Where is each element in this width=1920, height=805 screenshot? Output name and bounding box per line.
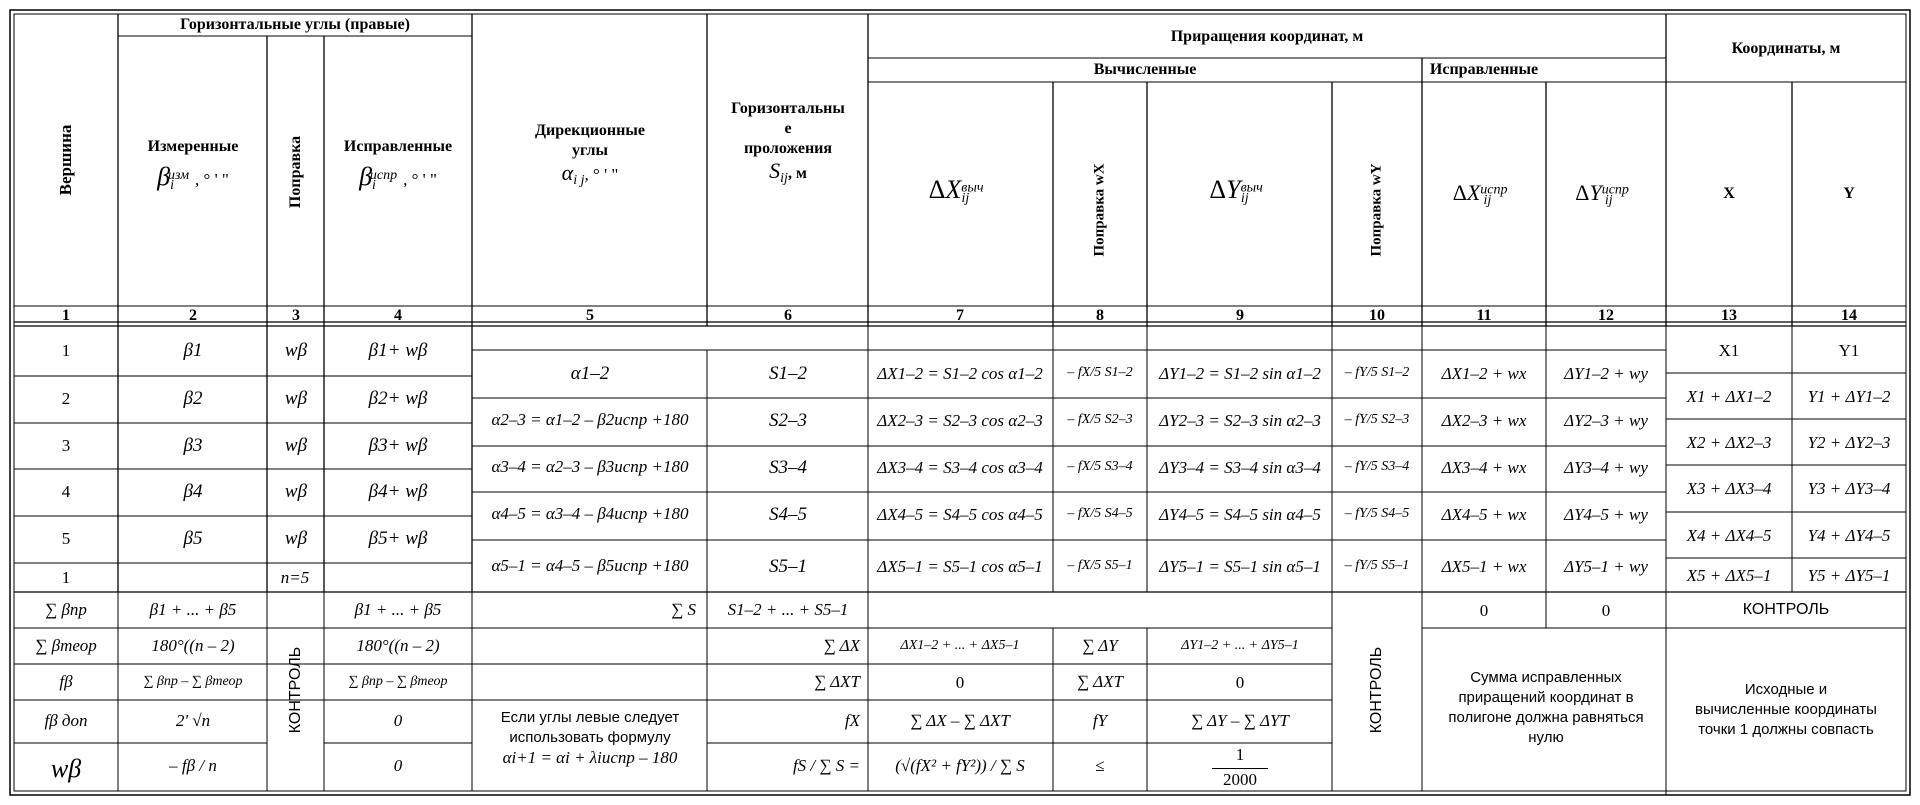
wx-cell: – fX/5 S2–3 (1067, 412, 1133, 427)
col-number: 7 (956, 307, 964, 324)
y-coord-cell: Y4 + ΔY4–5 (1807, 526, 1891, 545)
horiz-dist-symbol: $S_{ij}$, м (769, 158, 807, 187)
dy-computed-cell: ΔY1–2 = S1–2 sin α1–2 (1159, 364, 1321, 383)
sum-beta-teor-value: 180°((n – 2) (151, 636, 235, 655)
measured-header: Измеренные (147, 138, 239, 155)
dx-corrected-cell: ΔX5–1 + wx (1441, 557, 1527, 576)
f-beta-value: ∑ βпр – ∑ βтеор (143, 674, 243, 689)
correction-wx-header: Поправка wX (1091, 163, 1108, 257)
w-beta-cell: wβ (284, 388, 308, 409)
w-beta-cell: wβ (284, 481, 308, 502)
s-cell: S2–3 (769, 410, 807, 431)
f-beta-dop-label: fβ доп (44, 711, 88, 730)
s-cell: S3–4 (769, 457, 807, 478)
dy-computed-cell: ΔY4–5 = S4–5 sin α4–5 (1159, 505, 1321, 524)
beta-measured-cell: β3 (183, 435, 203, 456)
sum-dx-value: ΔX1–2 + ... + ΔX5–1 (900, 638, 1020, 653)
w-beta-cell: wβ (284, 435, 308, 456)
y-coord-cell: Y1 (1838, 341, 1860, 360)
col-number: 14 (1841, 307, 1857, 324)
dx-corrected-cell: ΔX3–4 + wx (1441, 458, 1527, 477)
horiz-dist-header-l2: е (784, 120, 792, 137)
vertex-header: Вершина (56, 124, 75, 196)
fy-label: fY (1092, 711, 1108, 730)
sum-dx-theor-label: ∑ ΔXT (814, 672, 860, 691)
dy-computed-cell: ΔY2–3 = S2–3 sin α2–3 (1159, 411, 1321, 430)
sum-dx-label: ∑ ΔX (823, 636, 860, 655)
corrected-incr-header: Исправленные (1429, 61, 1539, 78)
y-coord-cell: Y1 + ΔY1–2 (1807, 387, 1891, 406)
wx-cell: – fX/5 S1–2 (1067, 365, 1133, 380)
w-beta-value: – fβ / n (169, 756, 217, 775)
sum-s-label: ∑ S (671, 600, 696, 619)
horiz-dist-header-l3: проложения (743, 140, 833, 157)
dx-computed-cell: ΔX5–1 = S5–1 cos α5–1 (877, 557, 1043, 576)
dy-corrected-cell: ΔY4–5 + wy (1564, 505, 1648, 524)
col-number: 4 (394, 307, 402, 324)
correction-wy-header: Поправка wY (1368, 163, 1385, 257)
corrected-angles-header: Исправленные (343, 138, 453, 155)
directional-header-l2: углы (572, 142, 608, 159)
beta-measured-cell: β5 (183, 528, 203, 549)
control-label-coords: КОНТРОЛЬ (1742, 601, 1830, 618)
dx-computed-symbol: $\Delta X^{выч}_{ij}$ (928, 175, 984, 207)
beta-corrected-cell: β2+ wβ (368, 388, 428, 409)
dy-computed-cell: ΔY5–1 = S5–1 sin α5–1 (1159, 557, 1321, 576)
beta-measured-cell: β1 (183, 340, 203, 361)
alpha-cell: α1–2 (570, 363, 610, 384)
beta-corrected-cell: β3+ wβ (368, 435, 428, 456)
sum-dx-theor-value: 0 (955, 673, 965, 692)
wx-cell: – fX/5 S4–5 (1067, 506, 1133, 521)
dx-corrected-cell: ΔX2–3 + wx (1441, 411, 1527, 430)
dy-corrected-cell: ΔY1–2 + wy (1564, 364, 1648, 383)
dy-computed-symbol: $\Delta Y^{выч}_{ij}$ (1209, 175, 1263, 207)
measured-symbol: $\beta_i^{изм}$ , ° ' " (157, 162, 229, 194)
wy-cell: – fY/5 S2–3 (1344, 412, 1410, 427)
vertex-cell: 3 (61, 436, 71, 455)
col-number: 1 (62, 307, 70, 324)
fy-value: ∑ ΔY – ∑ ΔYT (1191, 711, 1289, 730)
y-coord-cell: Y3 + ΔY3–4 (1807, 479, 1891, 498)
x-coord-cell: X4 + ΔX4–5 (1686, 526, 1772, 545)
beta-measured-cell: β4 (183, 481, 203, 502)
col-number: 8 (1096, 307, 1104, 324)
coordinates-header: Координаты, м (1731, 40, 1841, 57)
computed-header: Вычисленные (1093, 61, 1197, 78)
corrected-dx-sum: 0 (1479, 601, 1489, 620)
alpha-cell: α4–5 = α3–4 – β4испр +180 (491, 504, 689, 523)
sum-s-value: S1–2 + ... + S5–1 (727, 600, 849, 619)
corrected-f-dop-value: 0 (393, 711, 403, 730)
directional-symbol: $\alpha_{i j}$, ° ' " (561, 160, 619, 189)
col-number: 6 (784, 307, 792, 324)
corrected-w-value: 0 (393, 756, 403, 775)
sum-beta-pr-label: ∑ βпр (45, 600, 87, 619)
sum-beta-pr-value: β1 + ... + β5 (149, 600, 237, 619)
dx-computed-cell: ΔX2–3 = S2–3 cos α2–3 (877, 411, 1043, 430)
wx-cell: – fX/5 S5–1 (1067, 558, 1133, 573)
vertex-cell: 5 (61, 529, 71, 548)
dy-corrected-symbol: $\Delta Y^{испр}_{ij}$ (1575, 180, 1629, 209)
fs-value: (√(fX² + fY²)) / ∑ S (895, 756, 1025, 775)
control-label: КОНТРОЛЬ (287, 646, 304, 734)
beta-corrected-cell: β5+ wβ (368, 528, 428, 549)
w-beta-cell: wβ (284, 528, 308, 549)
corrected-symbol: $\beta_i^{испр}$ , ° ' " (359, 162, 437, 194)
sum-increments-note: Сумма исправленных приращений координат в полигоне должна равняться нулю (1448, 669, 1644, 746)
y-coord-header: Y (1843, 185, 1855, 202)
wx-cell: – fX/5 S3–4 (1067, 459, 1133, 474)
f-beta-dop-value: 2' √n (175, 711, 211, 730)
y-coord-cell: Y2 + ΔY2–3 (1807, 433, 1891, 452)
horiz-angles-header: Горизонтальные углы (правые) (180, 16, 410, 33)
fraction-numerator: 1 (1235, 745, 1245, 764)
directional-header-l1: Дирекционные (535, 122, 645, 139)
f-beta-label: fβ (59, 672, 73, 691)
col-number: 3 (292, 307, 300, 324)
col-number: 11 (1476, 307, 1492, 324)
x-coord-header: X (1723, 185, 1735, 202)
w-beta-cell: wβ (284, 340, 308, 361)
col-number: 9 (1236, 307, 1244, 324)
x-coord-cell: X5 + ΔX5–1 (1686, 566, 1772, 585)
x-coord-cell: X3 + ΔX3–4 (1686, 479, 1772, 498)
dx-corrected-cell: ΔX1–2 + wx (1441, 364, 1527, 383)
fraction-bar (1212, 768, 1268, 769)
alpha-cell: α2–3 = α1–2 – β2испр +180 (491, 410, 689, 429)
dx-computed-cell: ΔX1–2 = S1–2 cos α1–2 (877, 364, 1043, 383)
sum-dy-theor-label: ∑ ΔXT (1077, 672, 1123, 691)
coord-increments-header: Приращения координат, м (1170, 28, 1364, 45)
sum-dy-theor-value: 0 (1235, 673, 1245, 692)
x-coord-cell: X1 (1718, 341, 1740, 360)
col-number: 12 (1598, 307, 1614, 324)
vertex-cell: 4 (61, 482, 71, 501)
left-angles-note: Если углы левые следует использовать формулу αi+1 = αi + λiиспр – 180 (500, 709, 680, 767)
sum-beta-teor-label: ∑ βтеор (35, 636, 97, 655)
fraction-denominator: 2000 (1223, 770, 1257, 789)
vertex-cell: 1 (61, 568, 71, 587)
corrected-dy-sum: 0 (1601, 601, 1611, 620)
s-cell: S5–1 (769, 556, 807, 577)
correction-header: Поправка (287, 135, 304, 209)
col-number: 10 (1369, 307, 1385, 324)
corrected-sum-value: β1 + ... + β5 (354, 600, 442, 619)
wy-cell: – fY/5 S4–5 (1344, 506, 1410, 521)
s-cell: S1–2 (769, 363, 807, 384)
vertex-cell: 1 (61, 341, 71, 360)
alpha-cell: α5–1 = α4–5 – β5испр +180 (491, 556, 689, 575)
sum-dy-label: ∑ ΔY (1082, 636, 1118, 655)
col-number: 5 (586, 307, 594, 324)
col-number: 13 (1721, 307, 1737, 324)
fx-label: fX (844, 711, 860, 730)
dy-corrected-cell: ΔY2–3 + wy (1564, 411, 1648, 430)
n-label: n=5 (280, 568, 310, 587)
fs-label: fS / ∑ S = (792, 756, 860, 775)
dx-corrected-symbol: $\Delta X^{испр}_{ij}$ (1452, 180, 1508, 209)
wy-cell: – fY/5 S5–1 (1344, 558, 1410, 573)
dx-computed-cell: ΔX4–5 = S4–5 cos α4–5 (877, 505, 1043, 524)
beta-corrected-cell: β4+ wβ (368, 481, 428, 502)
y-coord-cell: Y5 + ΔY5–1 (1807, 566, 1891, 585)
dy-computed-cell: ΔY3–4 = S3–4 sin α3–4 (1159, 458, 1321, 477)
coordinates-note: Исходные и вычисленные координаты точки 1 должны совпасть (1695, 681, 1877, 738)
beta-measured-cell: β2 (183, 388, 203, 409)
x-coord-cell: X2 + ΔX2–3 (1686, 433, 1772, 452)
dx-computed-cell: ΔX3–4 = S3–4 cos α3–4 (877, 458, 1043, 477)
wy-cell: – fY/5 S1–2 (1344, 365, 1410, 380)
horiz-dist-header-l1: Горизонтальны (731, 100, 845, 117)
dy-corrected-cell: ΔY5–1 + wy (1564, 557, 1648, 576)
alpha-cell: α3–4 = α2–3 – β3испр +180 (491, 457, 689, 476)
wy-cell: – fY/5 S3–4 (1344, 459, 1410, 474)
x-coord-cell: X1 + ΔX1–2 (1686, 387, 1772, 406)
s-cell: S4–5 (769, 504, 807, 525)
corrected-teor-value: 180°((n – 2) (356, 636, 440, 655)
le-sign: ≤ (1095, 756, 1105, 775)
sum-dy-value: ΔY1–2 + ... + ΔY5–1 (1181, 638, 1299, 653)
corrected-f-value: ∑ βпр – ∑ βтеор (348, 674, 448, 689)
dx-corrected-cell: ΔX4–5 + wx (1441, 505, 1527, 524)
vertex-cell: 2 (61, 389, 71, 408)
control-label-increments: КОНТРОЛЬ (1368, 646, 1385, 734)
fx-value: ∑ ΔX – ∑ ΔXT (910, 711, 1010, 730)
beta-corrected-cell: β1+ wβ (368, 340, 428, 361)
dy-corrected-cell: ΔY3–4 + wy (1564, 458, 1648, 477)
w-beta-label: wβ (50, 754, 82, 783)
col-number: 2 (189, 307, 197, 324)
